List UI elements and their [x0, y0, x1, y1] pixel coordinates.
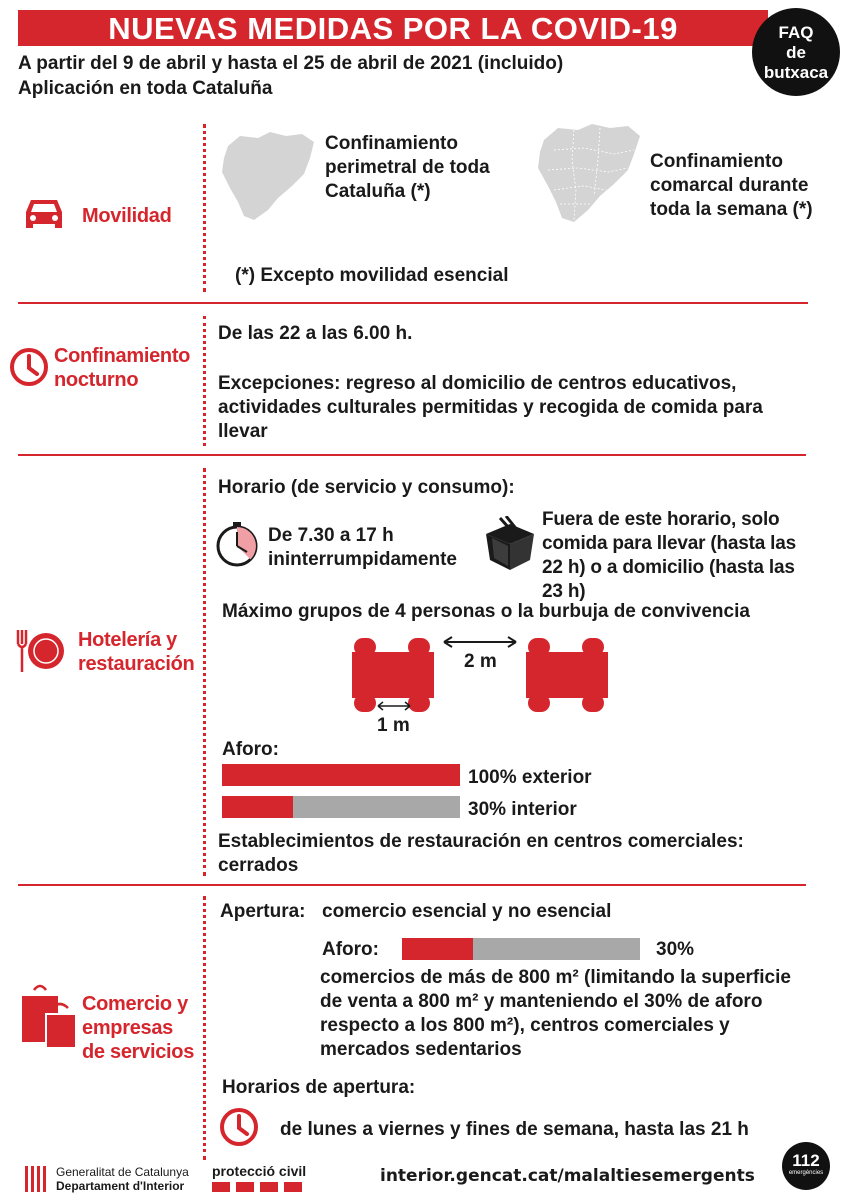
faq-badge-line: FAQ — [778, 23, 814, 42]
emergency-sub: emergències — [788, 1170, 824, 1176]
faq-badge — [752, 8, 840, 96]
section-label-comercio: Comercio y empresas de servicios — [82, 993, 195, 1063]
faq-badge-line: de — [786, 43, 806, 62]
gencat-department: Departament d'Interior — [56, 1179, 185, 1193]
clock-icon — [8, 346, 50, 388]
section-divider — [18, 454, 806, 456]
distance-tables-label: 2 m — [464, 651, 497, 672]
proteccio-civil-logo: protecció civil — [212, 1163, 307, 1179]
gencat-footer-text — [56, 1165, 189, 1193]
section-divider-vertical — [203, 124, 206, 292]
max-groups: Máximo grupos de 4 personas o la burbuja de convivencia — [222, 601, 750, 622]
gencat-logo-icon — [22, 1164, 48, 1194]
section-label-nocturno: Confinamiento nocturno — [54, 345, 191, 391]
section-divider — [18, 884, 806, 886]
car-icon — [22, 196, 66, 232]
malls-restaurants: Establecimientos de restauración en centros comerciales: cerrados — [218, 831, 744, 876]
takeaway-info: Fuera de este horario, solo comida para llevar (hasta las 22 h) o a domicilio (hasta las 23 h) — [542, 509, 796, 602]
emergency-112-badge — [782, 1142, 830, 1190]
apertura-value: comercio esencial y no esencial — [322, 901, 612, 922]
takeaway-box-icon — [482, 516, 538, 572]
section-label-movilidad: Movilidad — [82, 205, 172, 227]
opening-hours-value: de lunes a viernes y fines de semana, hasta las 21 h — [280, 1119, 749, 1140]
scope-subtitle: Aplicación en toda Cataluña — [18, 78, 273, 99]
gencat-name: Generalitat de Catalunya — [56, 1165, 189, 1179]
section-divider — [18, 302, 808, 304]
section-divider-vertical — [203, 468, 206, 876]
nocturno-exceptions: Excepciones: regreso al domicilio de centros educativos, actividades culturales permitidas y recogida de comida para llevar — [218, 373, 763, 442]
apertura-label: Apertura: — [220, 901, 306, 922]
movilidad-item-2: Confinamiento comarcal durante toda la semana (*) — [650, 151, 813, 220]
large-stores-info: comercios de más de 800 m² (limitando la superficie de venta a 800 m² y manteniendo el 30% de aforo respecto a los 800 m²), centros comerciales y mercados sedentarios — [320, 967, 791, 1060]
movilidad-note: (*) Excepto movilidad esencial — [235, 265, 509, 286]
section-divider-vertical — [203, 896, 206, 1160]
aforo-exterior-bar — [222, 764, 460, 786]
comercio-aforo-value: 30% — [656, 939, 695, 960]
nocturno-hours: De las 22 a las 6.00 h. — [218, 323, 413, 344]
aforo-exterior-label: 100% exterior — [468, 767, 592, 788]
aforo-interior-bar — [222, 796, 460, 818]
plate-icon — [14, 628, 68, 674]
proteccio-stripes-icon — [212, 1182, 304, 1192]
page-title: NUEVAS MEDIDAS POR LA COVID-19 — [108, 11, 678, 46]
clock-icon — [218, 1106, 260, 1148]
opening-hours-title: Horarios de apertura: — [222, 1077, 416, 1098]
comercio-aforo-label: Aforo: — [322, 939, 379, 960]
schedule-title: Horario (de servicio y consumo): — [218, 477, 515, 498]
faq-badge-line: butxaca — [763, 63, 829, 82]
shopping-bags-icon — [18, 984, 78, 1050]
footer-url-link[interactable]: interior.gencat.cat/malaltiesemergents — [380, 1166, 755, 1186]
aforo-title: Aforo: — [222, 739, 279, 760]
timer-clock-icon — [214, 522, 260, 568]
catalonia-comarcas-map-icon — [534, 120, 644, 226]
emergency-number: 112 — [792, 1151, 820, 1170]
date-range-subtitle: A partir del 9 de abril y hasta el 25 de abril de 2021 (incluido) — [18, 53, 564, 74]
catalonia-map-icon — [218, 128, 318, 224]
distance-chairs-label: 1 m — [377, 715, 410, 736]
chair-distance-arrow — [376, 700, 412, 712]
section-label-hosteleria: Hotelería y restauración — [78, 629, 195, 675]
movilidad-item-1: Confinamiento perimetral de toda Cataluña (*) — [325, 133, 490, 202]
section-divider-vertical — [203, 316, 206, 446]
comercio-aforo-bar — [402, 938, 640, 960]
table-right — [526, 638, 608, 712]
schedule-hours: De 7.30 a 17 h ininterrumpidamente — [268, 525, 457, 570]
aforo-interior-label: 30% interior — [468, 799, 577, 820]
